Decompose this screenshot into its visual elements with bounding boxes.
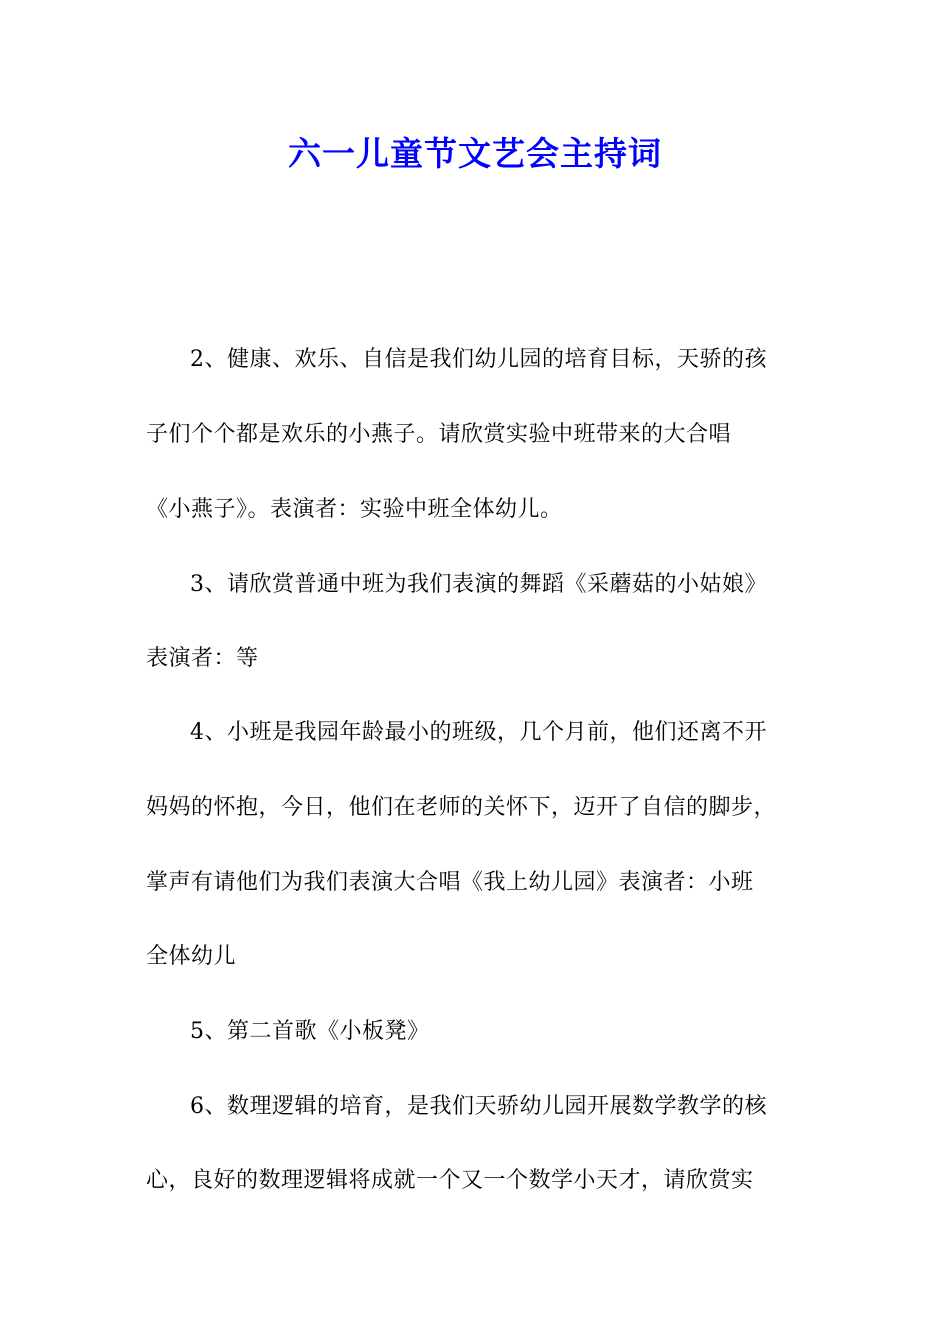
paragraph-6-line-1: 6、数理逻辑的培育，是我们天骄幼儿园开展数学教学的核 (190, 1094, 767, 1119)
paragraph-4-line-2: 妈妈的怀抱，今日，他们在老师的关怀下，迈开了自信的脚步， (146, 795, 777, 820)
paragraph-5-line-1: 5、第二首歌《小板凳》 (190, 1019, 430, 1044)
document-title: 六一儿童节文艺会主持词 (288, 134, 662, 173)
paragraph-4-line-3: 掌声有请他们为我们表演大合唱《我上幼儿园》表演者：小班 (146, 870, 754, 895)
paragraph-4-line-1: 4、小班是我园年龄最小的班级，几个月前，他们还离不开 (190, 720, 767, 745)
paragraph-2-line-2: 子们个个都是欢乐的小燕子。请欣赏实验中班带来的大合唱 (146, 422, 732, 447)
paragraph-6-line-2: 心，良好的数理逻辑将成就一个又一个数学小天才，请欣赏实 (146, 1168, 754, 1193)
paragraph-3-line-1: 3、请欣赏普通中班为我们表演的舞蹈《采蘑菇的小姑娘》 (190, 572, 767, 597)
paragraph-2-line-1: 2、健康、欢乐、自信是我们幼儿园的培育目标，天骄的孩 (190, 347, 767, 372)
paragraph-3-line-2: 表演者：等 (146, 646, 259, 671)
paragraph-2-line-3: 《小燕子》。表演者：实验中班全体幼儿。 (146, 497, 563, 522)
paragraph-4-line-4: 全体幼儿 (146, 944, 237, 969)
